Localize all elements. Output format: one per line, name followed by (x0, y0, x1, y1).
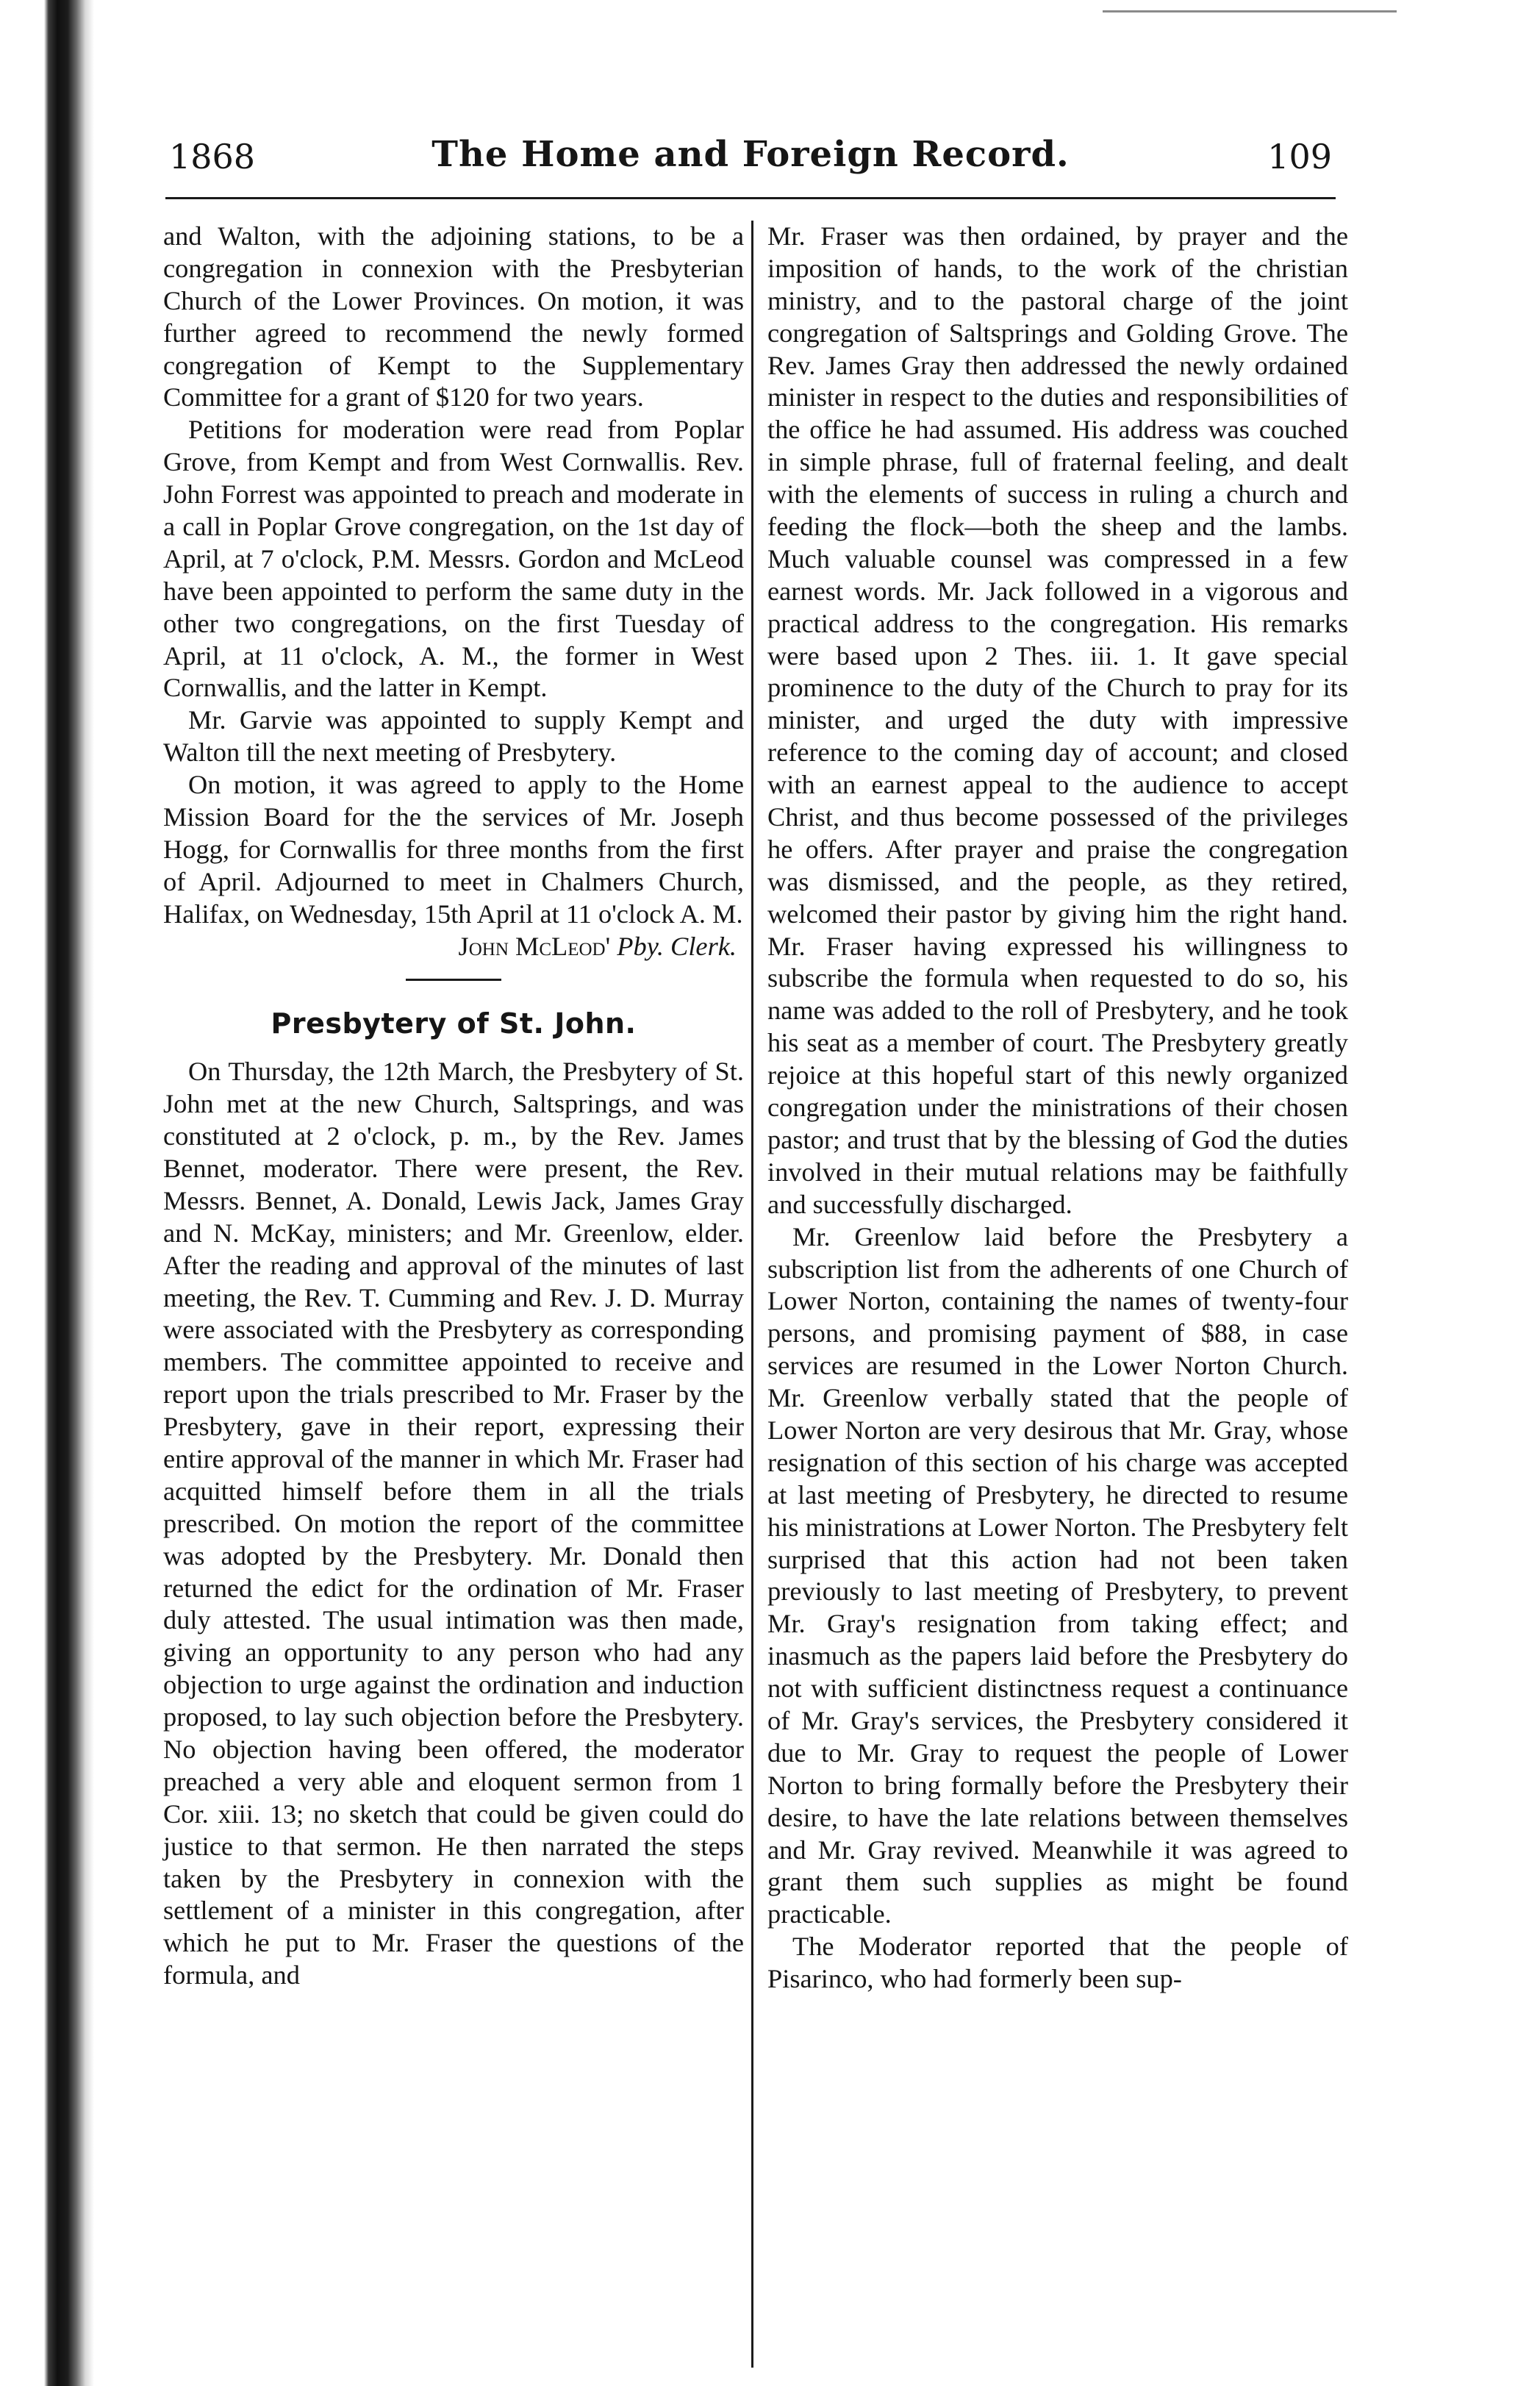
paragraph: Mr. Greenlow laid before the Presbytery a subscription list from the adherents of one Church of Lower Norton, containing the names of twenty-four persons, and promising payment of $88, in case services are resumed in the Lower Norton Church. Mr. Greenlow verbally stated that the people of Lower Norton are very desirous that Mr. Gray, whose resignation of this section of his charge was accepted at last meeting of Presbytery, he directed to resume his ministrations at Lower Norton. The Presbytery felt surprised that this action had not been taken previously to last meeting of Presbytery, to prevent Mr. Gray's resignation from taking effect; and inasmuch as the papers laid before the Presbytery do not with sufficient distinctness request a continuance of Mr. Gray's services, the Presbytery considered it due to Mr. Gray to request the people of Lower Norton to bring formally before the Presbytery their desire, to have the late relations between themselves and Mr. Gray revived. Meanwhile it was agreed to grant them such supplies as might be found practicable. (767, 1221, 1348, 1929)
paragraph: On Thursday, the 12th March, the Presbytery of St. John met at the new Church, Saltsprings, and was constituted at 2 o'clock, p. m., by the Rev. James Bennet, moderator. There were present, the Rev. Messrs. Bennet, A. Donald, Lewis Jack, James Gray and N. McKay, ministers; and Mr. Greenlow, elder. After the reading and approval of the minutes of last meeting, the Rev. T. Cumming and Rev. J. D. Murray were associated with the Presbytery as corresponding members. The committee appointed to receive and report upon the trials prescribed to Mr. Fraser by the Presbytery, gave in their report, expressing their entire approval of the manner in which Mr. Fraser had acquitted himself before them in all the trials prescribed. On motion the report of the committee was adopted by the Presbytery. Mr. Donald then returned the edict for the ordination of Mr. Fraser duly attested. The usual intimation was then made, giving an opportunity to any person who had any objection to urge against the ordination and induction proposed, to lay such objection before the Presbytery. No objection having been offered, the moderator preached a very able and eloquent sermon from 1 Cor. xiii. 13; no sketch that could be given could do justice to that sermon. He then narrated the steps taken by the Presbytery in connexion with the settlement of a minister in this congregation, after which he put to Mr. Fraser the questions of the formula, and (163, 1057, 744, 1990)
header-year: 1868 (169, 137, 256, 176)
signature-role: Pby. Clerk. (617, 931, 737, 961)
paragraph: On motion, it was agreed to apply to the Home Mission Board for the the services of Mr. Joseph Hogg, for Cornwallis for three months from the first of April. Adjourned to meet in Chalmers Church, Halifax, on Wednesday, 15th April at 11 o'clock A. M. (163, 770, 744, 929)
header-rule (165, 197, 1336, 199)
journal-title: The Home and Foreign Record. (431, 134, 1070, 175)
left-column (163, 221, 744, 1992)
scan-binding-edge (0, 0, 94, 2386)
scan-top-mark (1103, 10, 1397, 12)
clerk-signature (163, 931, 744, 963)
paragraph: The Moderator reported that the people of Pisarinco, who had formerly been sup- (767, 1932, 1348, 1994)
column-divider (751, 221, 753, 2368)
paragraph: and Walton, with the adjoining stations, to be a congregation in connexion with the Presbyterian Church of the Lower Provinces. On motion, it was further agreed to recommend the newly formed congregation of Kempt to the Supplementary Committee for a grant of $120 for two years. (163, 221, 744, 412)
signature-name: John McLeod' (458, 931, 611, 961)
page-number: 109 (1267, 137, 1332, 176)
paragraph: Mr. Garvie was appointed to supply Kempt and Walton till the next meeting of Presbytery. (163, 705, 744, 768)
section-heading: Presbytery of St. John. (271, 1007, 637, 1040)
paragraph: Mr. Fraser was then ordained, by prayer and the imposition of hands, to the work of the christian ministry, and to the pastoral charge of the joint congregation of Saltsprings and Golding Grove. The Rev. James Gray then addressed the newly ordained minister in respect to the duties and responsibilities of the office he had assumed. His address was couched in simple phrase, full of fraternal feeling, and dealt with the elements of success in ruling a church and feeding the flock—both the sheep and the lambs. Much valuable counsel was compressed in a few earnest words. Mr. Jack followed in a vigorous and practical address to the congregation. His remarks were based upon 2 Thes. iii. 1. It gave special prominence to the duty of the Church to pray for its minister, and urged the duty with impressive reference to the coming day of account; and closed with an earnest appeal to the audience to accept Christ, and thus become possessed of the privileges he offers. After prayer and praise the congregation was dismissed, and the people, as they retired, welcomed their pastor by giving him the right hand. Mr. Fraser having expressed his willingness to subscribe the formula when requested to do so, his name was added to the roll of Presbytery, and he took his seat as a member of court. The Presbytery greatly rejoice at this hopeful start of this newly organized congregation under the ministrations of their chosen pastor; and trust that by the blessing of God the duties involved in their mutual relations may be faithfully and successfully discharged. (767, 221, 1348, 1219)
right-column (767, 221, 1348, 1996)
paragraph: Petitions for moderation were read from Poplar Grove, from Kempt and from West Cornwallis. Rev. John Forrest was appointed to preach and moderate in a call in Poplar Grove congregation, on the 1st day of April, at 7 o'clock, P.M. Messrs. Gordon and McLeod have been appointed to perform the same duty in the other two congregations, on the first Tuesday of April, at 11 o'clock, A. M., the former in West Cornwallis, and the latter in Kempt. (163, 415, 744, 703)
page-header (169, 134, 1332, 196)
section-divider (406, 979, 501, 981)
